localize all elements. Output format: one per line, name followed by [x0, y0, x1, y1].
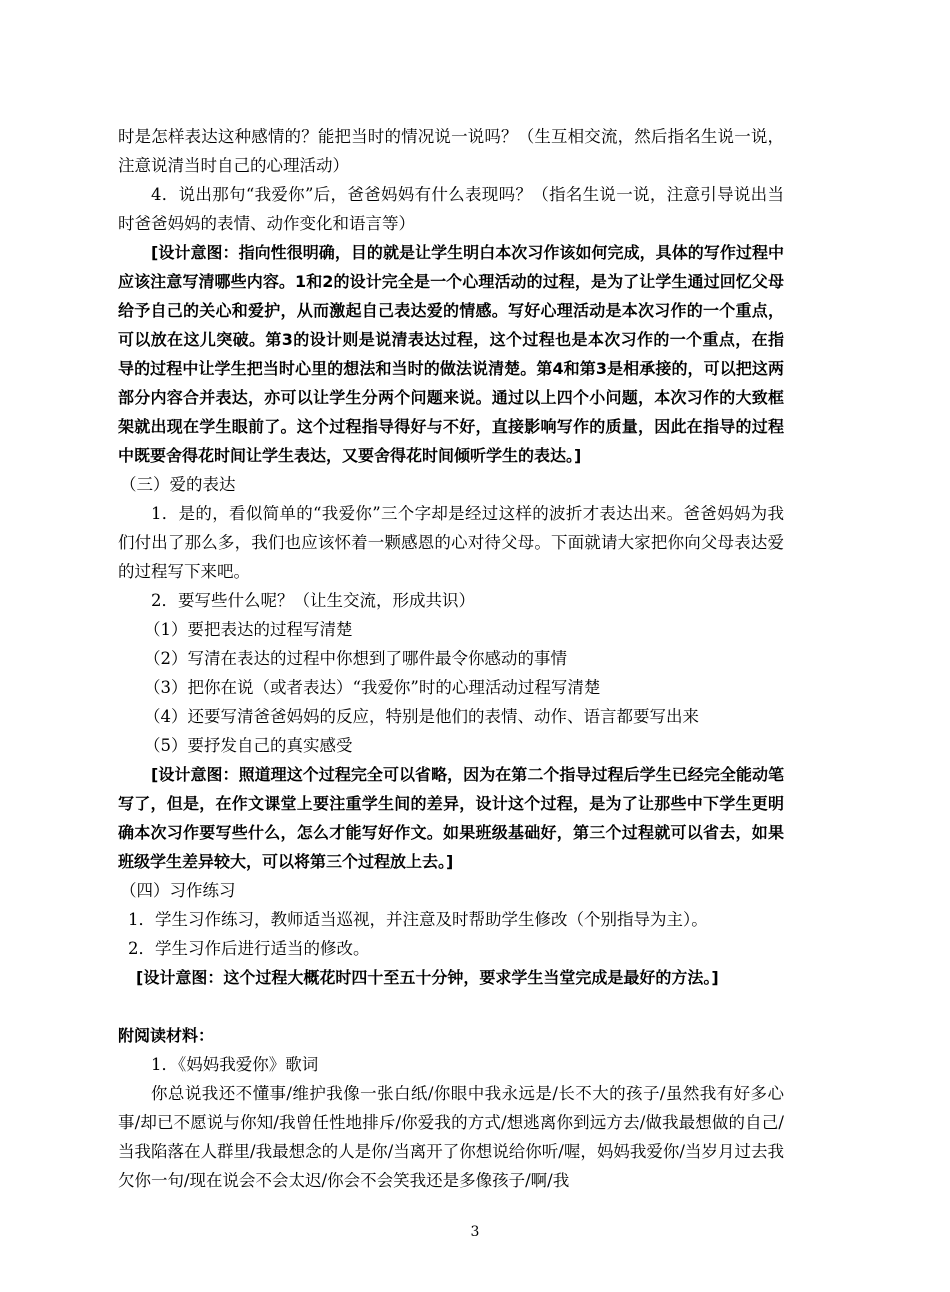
design-intent-3: [设计意图：这个过程大概花时四十至五十分钟，要求学生当堂完成是最好的方法。]	[136, 968, 719, 987]
list-item: （2）写清在表达的过程中你想到了哪件最令你感动的事情	[144, 649, 567, 668]
appendix-heading: 附阅读材料：	[118, 1026, 215, 1045]
list-item: （1）要把表达的过程写清楚	[144, 620, 353, 639]
blank-line	[118, 992, 784, 1021]
practice-item-2: 2．学生习作后进行适当的修改。	[128, 939, 370, 958]
section-heading-3: （三）爱的表达	[120, 475, 236, 494]
paragraph-question-4: 4．说出那句“我爱你”后，爸爸妈妈有什么表现吗？（指名生说一说，注意引导说出当时爸爸妈妈的表情、动作变化和语言等）	[118, 185, 784, 233]
list-item: （5）要抒发自己的真实感受	[144, 736, 353, 755]
list-item: （4）还要写清爸爸妈妈的反应，特别是他们的表情、动作、语言都要写出来	[144, 707, 699, 726]
practice-item-1: 1．学生习作练习，教师适当巡视，并注意及时帮助学生修改（个别指导为主）。	[128, 910, 708, 929]
appendix-item-1: 1．《妈妈我爱你》歌词	[151, 1055, 319, 1074]
list-item: （3）把你在说（或者表达）“我爱你”时的心理活动过程写清楚	[144, 678, 601, 697]
paragraph-expression-1: 1．是的，看似简单的“我爱你”三个字却是经过这样的波折才表达出来。爸爸妈妈为我们付出了那么多，我们也应该怀着一颗感恩的心对待父母。下面就请大家把你向父母表达爱的过程写下来吧。	[118, 504, 784, 581]
design-intent-1: [设计意图：指向性很明确，目的就是让学生明白本次习作该如何完成，具体的写作过程中应该注意写清哪些内容。1和2的设计完全是一个心理活动的过程，是为了让学生通过回忆父母给予自己的关心和爱护，从而激起自己表达爱的情感。写好心理活动是本次习作的一个重点，可以放在这儿突破。第3的设计则是说清表达过程，这个过程也是本次习作的一个重点，在指导的过程中让学生把当时心里的想法和当时的做法说清楚。第4和第3是相承接的，可以把这两部分内容合并表达，亦可以让学生分两个问题来说。通过以上四个小问题，本次习作的大致框架就出现在学生眼前了。这个过程指导得好与不好，直接影响写作的质量，因此在指导的过程中既要舍得花时间让学生表达，又要舍得花时间倾听学生的表达。]	[118, 243, 784, 465]
song-lyrics: 你总说我还不懂事/维护我像一张白纸/你眼中我永远是/长不大的孩子/虽然我有好多心事/却已不愿说与你知/我曾任性地排斥/你爱我的方式/想逃离你到远方去/做我最想做的自己/当我陷落在人群里/我最想念的人是你/当离开了你想说给你听/喔，妈妈我爱你/当岁月过去我欠你一句/现在说会不会太迟/你会不会笑我还是多像孩子/啊/我	[118, 1084, 784, 1190]
design-intent-2: [设计意图：照道理这个过程完全可以省略，因为在第二个指导过程后学生已经完全能动笔写了，但是，在作文课堂上要注重学生间的差异，设计这个过程，是为了让那些中下学生更明确本次习作要写些什么，怎么才能写好作文。如果班级基础好，第三个过程就可以省去，如果班级学生差异较大，可以将第三个过程放上去。]	[118, 765, 784, 871]
paragraph-continuation: 时是怎样表达这种感情的？能把当时的情况说一说吗？（生互相交流，然后指名生说一说，注意说清当时自己的心理活动）	[118, 127, 784, 175]
section-heading-4: （四）习作练习	[120, 881, 236, 900]
paragraph-expression-2: 2．要写些什么呢？（让生交流，形成共识）	[151, 591, 475, 610]
document-body	[118, 122, 784, 1195]
page-number: 3	[470, 1224, 480, 1240]
